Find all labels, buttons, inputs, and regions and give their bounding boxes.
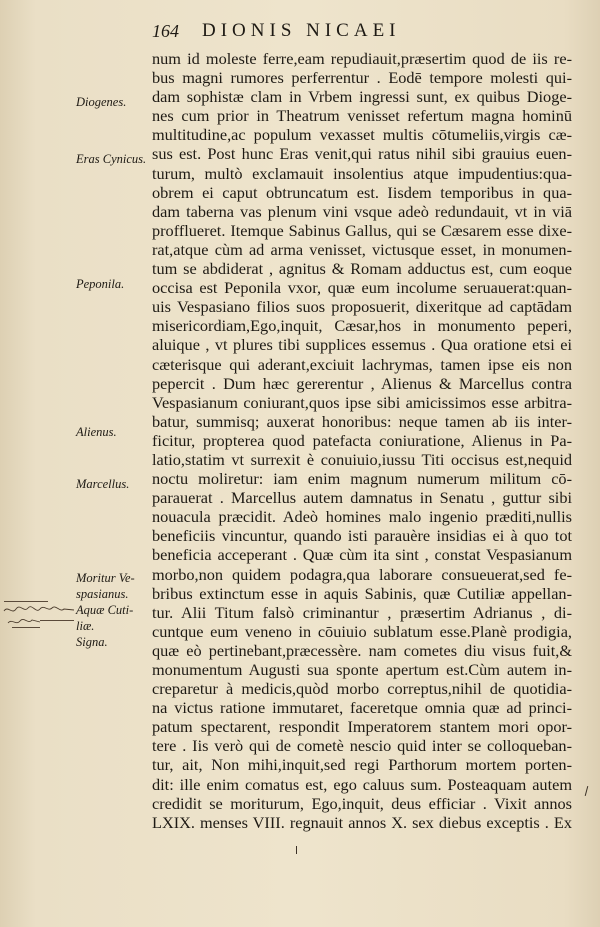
margin-note-cutiliae: liæ. [76,619,95,633]
text-line: aluique , vt plures tibi supplices essemus . Qua oratione etsi ei [152,335,572,355]
text-line: sus est. Post hunc Eras venit,qui ratus nihil sibi grauius euen- [152,144,572,164]
text-line: dit: ille enim comatus est, ego caluus sum. Posteaquam autem [152,774,572,794]
text-line: rat,atque cùm ad arma venisset, victusque esset, in monumen- [152,239,572,259]
text-line: LXIX. menses VIII. regnauit annos X. sex diebus exceptis . Ex [152,812,572,832]
text-line: profflueret. Itemque Sabinus Gallus, qui se Cæsarem esse dixe- [152,220,572,240]
text-line: pepercit . Dum hæc gererentur , Alienus & Marcellus contra [152,373,572,393]
margin-note-vespasianus: spasianus. [76,587,129,601]
handwritten-annotation [2,603,78,629]
margin-note-alienus: Alienus. [76,425,117,439]
text-line: turum, multò exclamauit insolentius atque impudentius:qua- [152,163,572,183]
text-line: morbo,non quidem podagra,qua laborare consueuerat,sed fe- [152,564,572,584]
text-line: na victus ratione immutaret, faceretque omnia quæ ad princi- [152,698,572,718]
main-text-block [152,49,572,832]
text-line: nes cum prior in Theatrum venisset refertum magna hominū [152,106,572,126]
text-line: patum spectarent, respondit Imperatorem stantem mori opor- [152,717,572,737]
text-line: bus magni rumores perferrentur . Eodē tempore molesti qui- [152,68,572,88]
text-line: Vespasianum coniurant,quos ipse sibi amicissimos esse arbitra- [152,392,572,412]
ink-mark [585,786,589,796]
text-line: uis Vespasiano filios suos proposuerit, dixeritque ad captādam [152,297,572,317]
running-head: DIONIS NICAEI [202,20,401,41]
text-line: multitudine,ac populum vexasset multis cōtumeliis,virgis cæ- [152,125,572,145]
text-line: ficitur, propterea quod patefacta coniuratione, Alienus in Pa- [152,430,572,450]
margin-note-marcellus: Marcellus. [76,477,130,491]
text-line: tere . Iis verò qui de cometè nescio quid inter se colloqueban- [152,736,572,756]
text-line: latio,statim vt surrexit è conuiuio,iussu Titi occisus est,nequid [152,449,572,469]
text-line: tum se abdiderat , agnitus & Romam adductus est, cum eoque [152,259,572,279]
text-line: cuntque eum veneno in cōuiuio sublatum esse.Planè prodigia, [152,621,572,641]
ink-mark [296,846,297,854]
text-line: tur. Alii Titum falsò criminantur , præsertim Adrianus , di- [152,602,572,622]
text-line: dam taberna vas plenum vini vsque adeò redundauit, vt in viā [152,201,572,221]
margin-note-signa: Signa. [76,635,108,649]
text-line: beneficiis vincuntur, quando isti parauère insidias ei à quo tot [152,526,572,546]
text-line: obrem ei caput obtruncatum est. Iisdem temporibus in qua- [152,182,572,202]
handwritten-stroke [4,601,48,602]
text-line: credidit se moriturum, Ego,inquit, deus efficiar . Vixit annos [152,793,572,813]
text-line: misericordiam,Ego,inquit, Cæsar,hos in monumento peperi, [152,316,572,336]
text-line: nouacula præcidit. Adeò homines malo ingenio præditi,nullis [152,507,572,527]
text-line: occisa est Peponila vxor, quæ eum incolume seruauerat:quan- [152,278,572,298]
margin-note-moritur: Moritur Ve- [76,571,135,585]
margin-note-diogenes: Diogenes. [76,95,127,109]
text-line: parauerat . Marcellus autem damnatus in Senatu , guttur sibi [152,488,572,508]
text-line: beneficia acceperant . Quæ cùm ita sint , constat Vespasianum [152,545,572,565]
text-line: cæterisque qui aderant,exciuit lachrymas, tamen ipse eis non [152,354,572,374]
text-line: batur, summisq; auxerat honoribus: neque tamen ab iis inter- [152,411,572,431]
text-line: dam sophistæ clam in Vrbem ingressi sunt, ex quibus Dioge- [152,87,572,107]
text-line: noctu moliretur: iam enim magnum numerum militum cō- [152,469,572,489]
page-number: 164 [152,21,179,41]
text-line: tur, ait, Non mihi,inquit,sed regi Parthorum mortem porten- [152,755,572,775]
text-line: num id moleste ferre,eam repudiauit,præsertim quod de iis re- [152,49,572,68]
text-line: bribus extinctum esse in aquis Sabinis, quæ Cutiliæ appellan- [152,583,572,603]
margin-note-peponila: Peponila. [76,277,125,291]
text-line: quæ eò pertinebant,præcessère. nam cometes diu visus fuit,& [152,640,572,660]
page-header [152,19,572,41]
text-line: monumentum Augusti sua sponte apertum est.Cùm autem in- [152,660,572,679]
margin-note-aquae: Aquæ Cuti- [76,603,134,617]
margin-note-eras: Eras Cynicus. [76,152,147,166]
text-line: creparetur à medicis,quòd morbo correptus,nihil de quotidia- [152,679,572,699]
